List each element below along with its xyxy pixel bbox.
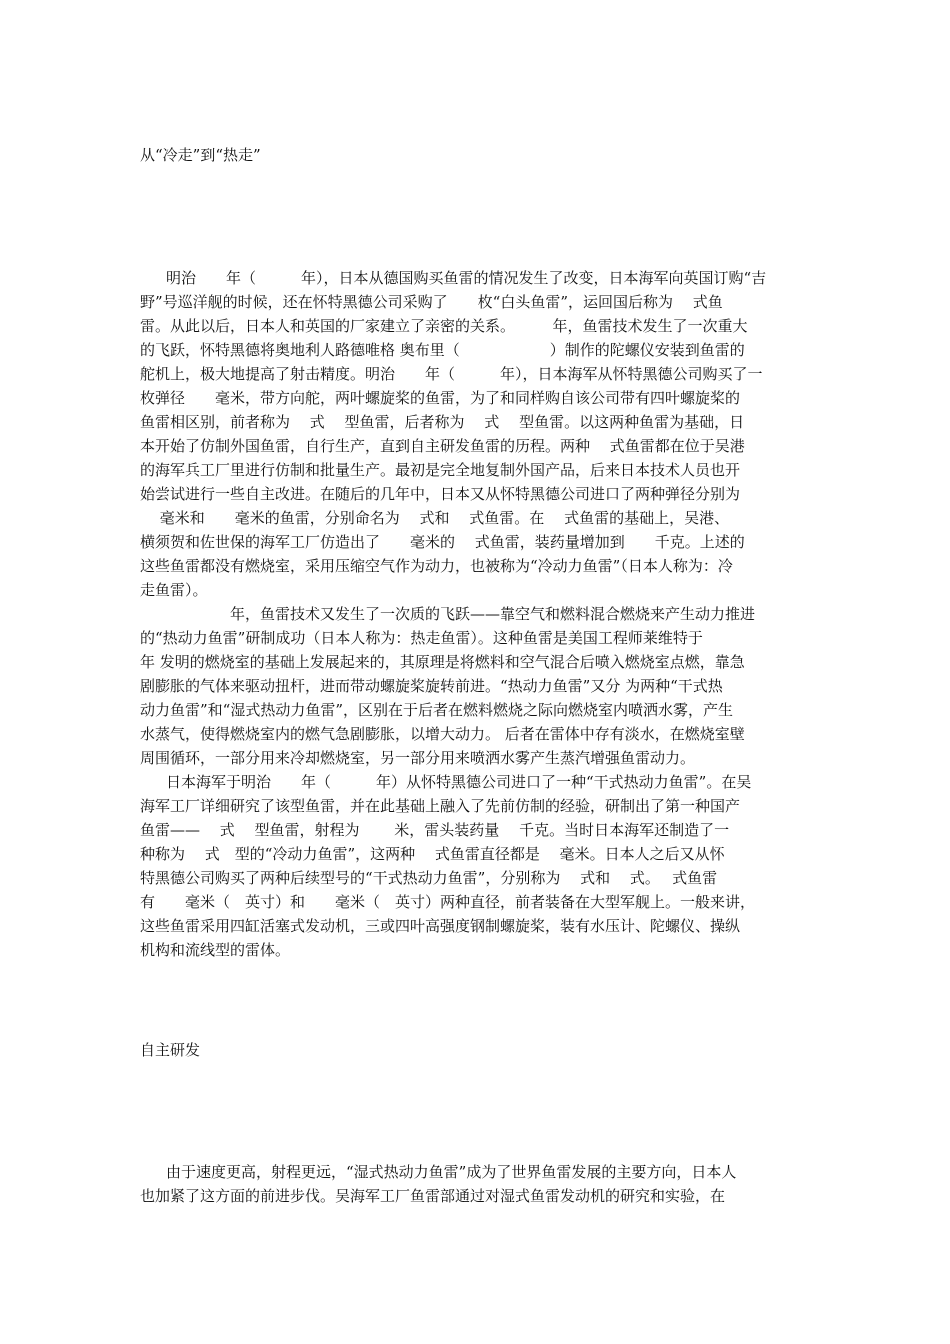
paragraph-line: 这些鱼雷都没有燃烧室，采用压缩空气作为动力，也被称为“冷动力鱼雷”（日本人称为：冷: [140, 557, 733, 575]
paragraph-line: 水蒸气，使得燃烧室内的燃气急剧膨胀，以增大动力。 后者在雷体中存有淡水，在燃烧室壁: [140, 725, 745, 743]
paragraph-line: 枚弹径 毫米，带方向舵，两叶螺旋桨的鱼雷，为了和同样购自该公司带有四叶螺旋桨的: [140, 389, 741, 407]
paragraph-line: 周围循环，一部分用来冷却燃烧室，另一部分用来喷洒水雾产生蒸汽增强鱼雷动力。: [140, 749, 696, 767]
paragraph-line: 明治 年（ 年），日本从德国购买鱼雷的情况发生了改变，日本海军向英国订购“吉: [166, 269, 767, 287]
paragraph-line: 种称为 式 型的“冷动力鱼雷”，这两种 式鱼雷直径都是 毫米。日本人之后又从怀: [140, 845, 725, 863]
paragraph-line: 雷。从此以后，日本人和英国的厂家建立了亲密的关系。 年，鱼雷技术发生了一次重大: [140, 317, 748, 335]
paragraph-line: 野”号巡洋舰的时候，还在怀特黑德公司采购了 枚“白头鱼雷”，运回国后称为 式鱼: [140, 293, 723, 311]
section-title-cold-to-hot: 从“冷走”到“热走”: [140, 146, 261, 164]
paragraph-line: 特黑德公司购买了两种后续型号的“干式热动力鱼雷”，分别称为 式和 式。 式鱼雷: [140, 869, 718, 887]
paragraph-line: 始尝试进行一些自主改进。在随后的几年中，日本又从怀特黑德公司进口了两种弹径分别为: [140, 485, 741, 503]
paragraph-line: 的飞跃，怀特黑德将奥地利人路德唯格 奥布里（ ）制作的陀螺仪安装到鱼雷的: [140, 341, 745, 359]
paragraph-line: 这些鱼雷采用四缸活塞式发动机，三或四叶高强度钢制螺旋桨，装有水压计、陀螺仪、操纵: [140, 917, 741, 935]
paragraph-line: 也加紧了这方面的前进步伐。吴海军工厂鱼雷部通过对湿式鱼雷发动机的研究和实验，在: [140, 1187, 726, 1205]
paragraph-line: 有 毫米（ 英寸）和 毫米（ 英寸）两种直径，前者装备在大型军舰上。一般来讲，: [140, 893, 756, 911]
paragraph-line: 本开始了仿制外国鱼雷，自行生产，直到自主研发鱼雷的历程。两种 式鱼雷都在位于吴港: [140, 437, 745, 455]
paragraph-line: 鱼雷—— 式 型鱼雷，射程为 米，雷头装药量 千克。当时日本海军还制造了一: [140, 821, 730, 839]
paragraph-line: 毫米和 毫米的鱼雷，分别命名为 式和 式鱼雷。在 式鱼雷的基础上，吴港、: [140, 509, 730, 527]
paragraph-line: 走鱼雷）。: [140, 581, 208, 599]
paragraph-line: 的海军兵工厂里进行仿制和批量生产。最初是完全地复制外国产品，后来日本技术人员也开: [140, 461, 741, 479]
paragraph-line: 横须贺和佐世保的海军工厂仿造出了 毫米的 式鱼雷，装药量增加到 千克。上述的: [140, 533, 745, 551]
paragraph-line: 动力鱼雷”和“湿式热动力鱼雷”，区别在于后者在燃料燃烧之际向燃烧室内喷洒水雾，产生: [140, 701, 734, 719]
paragraph-line: 机构和流线型的雷体。: [140, 941, 291, 959]
paragraph-line: 日本海军于明治 年（ 年）从怀特黑德公司进口了一种“干式热动力鱼雷”。在吴: [166, 773, 752, 791]
section-title-independent-rnd: 自主研发: [140, 1041, 201, 1059]
paragraph-line: 鱼雷相区别，前者称为 式 型鱼雷，后者称为 式 型鱼雷。以这两种鱼雷为基础，日: [140, 413, 745, 431]
paragraph-line: 剧膨胀的气体来驱动扭杆，进而带动螺旋桨旋转前进。“热动力鱼雷”又分 为两种“干式热: [140, 677, 723, 695]
paragraph-line: 海军工厂详细研究了该型鱼雷，并在此基础上融入了先前仿制的经验，研制出了第一种国产: [140, 797, 741, 815]
paragraph-line: 的“热动力鱼雷”研制成功（日本人称为：热走鱼雷）。这种鱼雷是美国工程师莱维特于: [140, 629, 703, 647]
paragraph-line: 年，鱼雷技术又发生了一次质的飞跃——靠空气和燃料混合燃烧来产生动力推进: [140, 605, 756, 623]
paragraph-line: 舵机上，极大地提高了射击精度。明治 年（ 年），日本海军从怀特黑德公司购买了一: [140, 365, 763, 383]
paragraph-line: 年 发明的燃烧室的基础上发展起来的，其原理是将燃料和空气混合后喷入燃烧室点燃，靠急: [140, 653, 745, 671]
paragraph-line: 由于速度更高，射程更远，“湿式热动力鱼雷”成为了世界鱼雷发展的主要方向，日本人: [166, 1163, 737, 1181]
